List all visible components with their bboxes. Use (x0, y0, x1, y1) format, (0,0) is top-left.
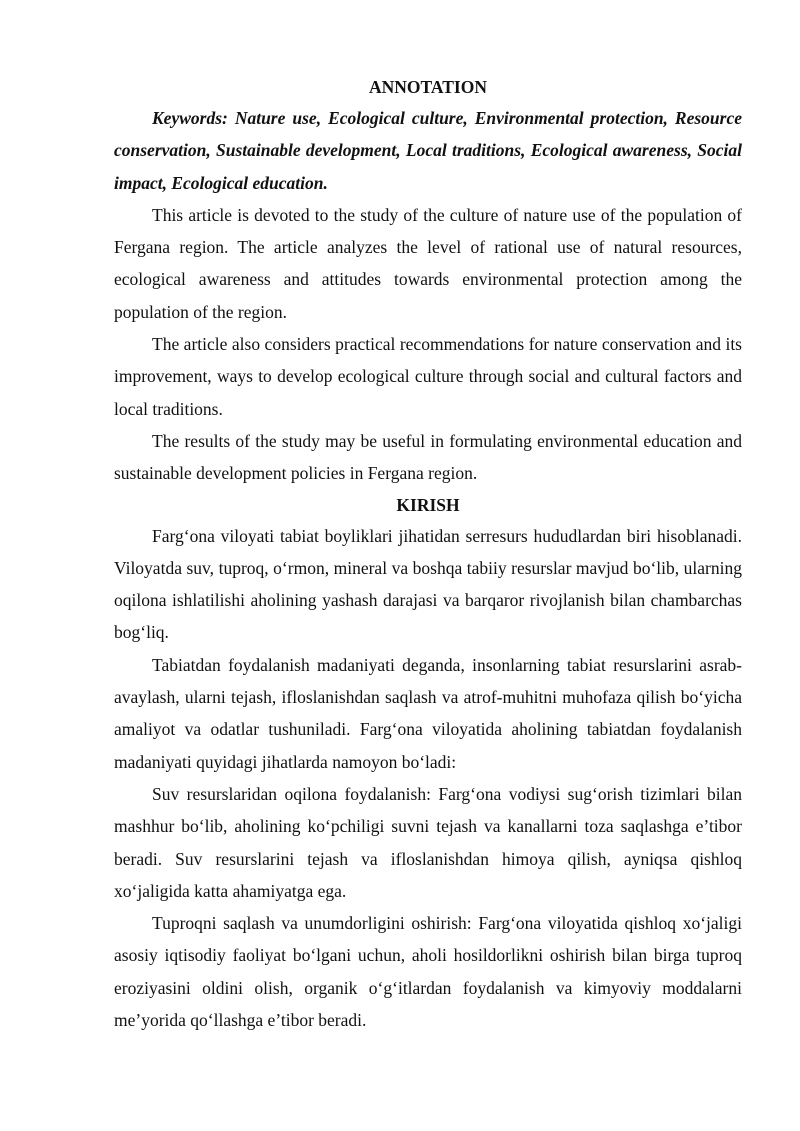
annotation-paragraph-3: The results of the study may be useful in formulating environmental education and sustainable development policies in Fergana region. (114, 430, 742, 484)
kirish-paragraph-2: Tabiatdan foydalanish madaniyati deganda, insonlarning tabiat resurslarini asrab-avaylash, ularni tejash, ifloslanishdan saqlash va atrof-muhitni muhofaza qilish bo‘yicha amaliyot va odatlar tushuniladi. Farg‘ona viloyatida aholining tabiatdan foydalanish madaniyati quyidagi jihatlarda namoyon bo‘ladi: (114, 654, 742, 772)
annotation-heading: ANNOTATION (369, 77, 487, 97)
kirish-paragraph-1: Farg‘ona viloyati tabiat boyliklari jihatidan serresurs hududlardan biri hisoblanadi. Viloyatda suv, tuproq, o‘rmon, mineral va boshqa tabiiy resurslar mavjud bo‘lib, ularning oqilona ishlatilishi aholining yashash darajasi va barqaror rivojlanish bilan chambarchas bog‘liq. (114, 525, 742, 643)
keywords-paragraph (114, 102, 742, 199)
kirish-heading: KIRISH (396, 494, 460, 515)
annotation-paragraph-1: This article is devoted to the study of the culture of nature use of the population of Fergana region. The article analyzes the level of rational use of natural resources, ecological awareness and attitudes towards environmental protection among the population of the region. (114, 204, 742, 322)
keywords-list: Nature use, Ecological culture, Environmental protection, Resource conservation, Sustainable development, Local traditions, Ecological awareness, Social impact, Ecological education. (114, 108, 743, 193)
kirish-paragraph-3: Suv resurslaridan oqilona foydalanish: Farg‘ona vodiysi sug‘orish tizimlari bilan mashhur bo‘lib, aholining ko‘pchiligi suvni tejash va kanallarni toza saqlashga e’tibor beradi. Suv resurslarini tejash va ifloslanishdan himoya qilish, ayniqsa qishloq xo‘jaligida katta ahamiyatga ega. (114, 783, 742, 901)
keywords-label: Keywords: (152, 108, 228, 128)
kirish-paragraph-4: Tuproqni saqlash va unumdorligini oshirish: Farg‘ona viloyatida qishloq xo‘jaligi asosiy iqtisodiy faoliyat bo‘lgani uchun, aholi hosildorlikni oshirish bilan birga tuproq eroziyasini oldini olish, organik o‘g‘itlardan foydalanish va kimyoviy moddalarni me’yorida qo‘llashga e’tibor beradi. (114, 913, 742, 1031)
annotation-paragraph-2: The article also considers practical recommendations for nature conservation and its improvement, ways to develop ecological culture through social and cultural factors and local traditions. (114, 334, 742, 419)
